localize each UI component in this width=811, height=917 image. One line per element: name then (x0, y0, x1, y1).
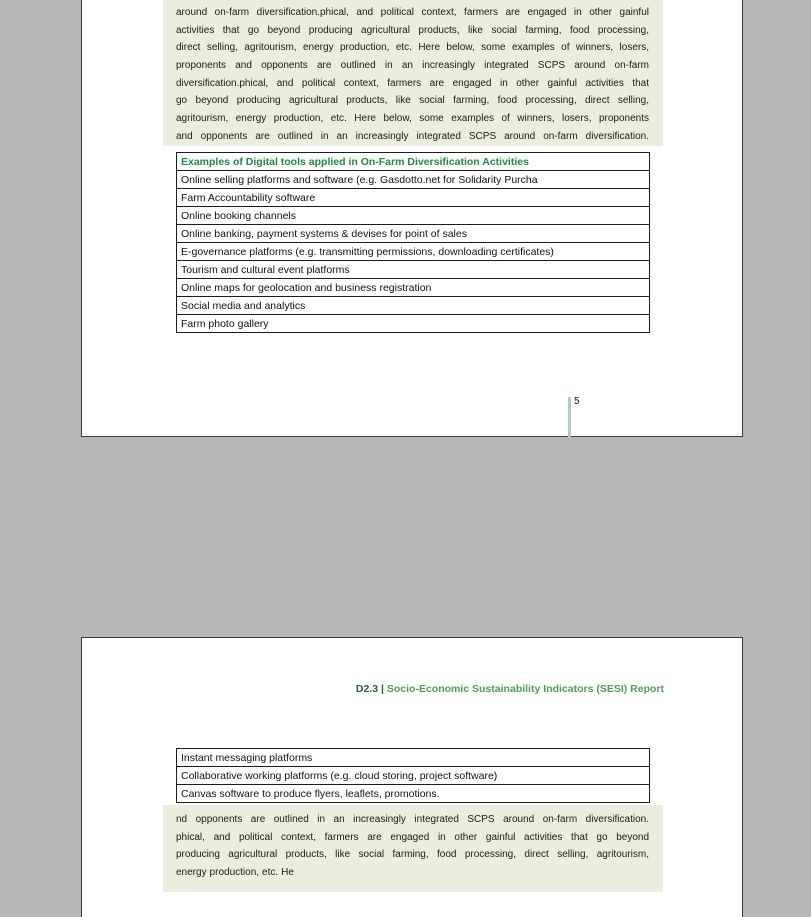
table-row (177, 297, 650, 315)
table-cell: Tourism and cultural event platforms (177, 261, 650, 279)
table-row (177, 171, 650, 189)
table-cell: Online banking, payment systems & devises for point of sales (177, 225, 650, 243)
paragraph-line: proponents and opponents are outlined in an increasingly integrated SCPS around on-farm (176, 60, 649, 72)
table-cell: Farm photo gallery (177, 315, 650, 333)
paragraph-line: phical, and political context, farmers are engaged in other gainful activities that go beyond (176, 831, 649, 843)
table-row (177, 189, 650, 207)
table-header-row (177, 153, 650, 171)
table-row (177, 207, 650, 225)
table-cell: E-governance platforms (e.g. transmitting permissions, downloading certificates) (177, 243, 650, 261)
paragraph-line: agritourism, energy production, etc. Here below, some examples of winners, losers, proponents (176, 113, 649, 125)
table-row (177, 279, 650, 297)
table-row (177, 243, 650, 261)
table-row (177, 767, 650, 785)
table-cell: Collaborative working platforms (e.g. cloud storing, project software) (177, 767, 650, 785)
paragraph-line: producing agricultural products, like social farming, food processing, direct selling, agritourism, (176, 849, 649, 861)
highlighted-paragraph-bottom (163, 805, 663, 892)
paragraph-line: energy production, etc. He (176, 867, 294, 879)
paragraph-line: go beyond producing agricultural products, like social farming, food processing, direct selling, (176, 95, 649, 107)
paragraph-line: activities that go beyond producing agricultural products, like social farming, food processing, (176, 24, 649, 36)
paragraph-line: nd opponents are outlined in an increasingly integrated SCPS around on-farm diversification. (176, 814, 649, 825)
paragraph-line: diversification.phical, and political context, farmers are engaged in other gainful activities that (176, 77, 649, 89)
deliverable-code: D2.3 | (355, 683, 384, 695)
highlighted-paragraph-top (163, 0, 663, 146)
table-cell: Instant messaging platforms (177, 749, 650, 767)
table-row (177, 225, 650, 243)
table-cell: Online selling platforms and software (e.g. Gasdotto.net for Solidarity Purcha (177, 171, 650, 189)
table-row (177, 785, 650, 803)
table-cell: Farm Accountability software (177, 189, 650, 207)
running-header (356, 683, 664, 695)
paragraph-line: and opponents are outlined in an increasingly integrated SCPS around on-farm diversification. (176, 130, 649, 142)
table-cell: Canvas software to produce flyers, leaflets, promotions. (177, 785, 650, 803)
document-page-top (81, 0, 743, 437)
page-number: 5 (574, 396, 580, 407)
table-header-cell: Examples of Digital tools applied in On-Farm Diversification Activities (177, 153, 650, 171)
table-row (177, 261, 650, 279)
table-row (177, 315, 650, 333)
digital-tools-table (176, 152, 650, 333)
paragraph-line: direct selling, agritourism, energy production, etc. Here below, some examples of winners, losers, (176, 42, 649, 54)
table-row (177, 749, 650, 767)
paragraph-line: around on-farm diversification.phical, and political context, farmers are engaged in other gainful (176, 7, 649, 18)
table-cell: Online maps for geolocation and business registration (177, 279, 650, 297)
report-title: Socio-Economic Sustainability Indicators (SESI) Report (383, 683, 664, 695)
digital-tools-table-continued (176, 748, 650, 803)
footer-accent-bar (568, 397, 571, 437)
document-page-bottom (81, 637, 743, 917)
table-cell: Online booking channels (177, 207, 650, 225)
table-cell: Social media and analytics (177, 297, 650, 315)
